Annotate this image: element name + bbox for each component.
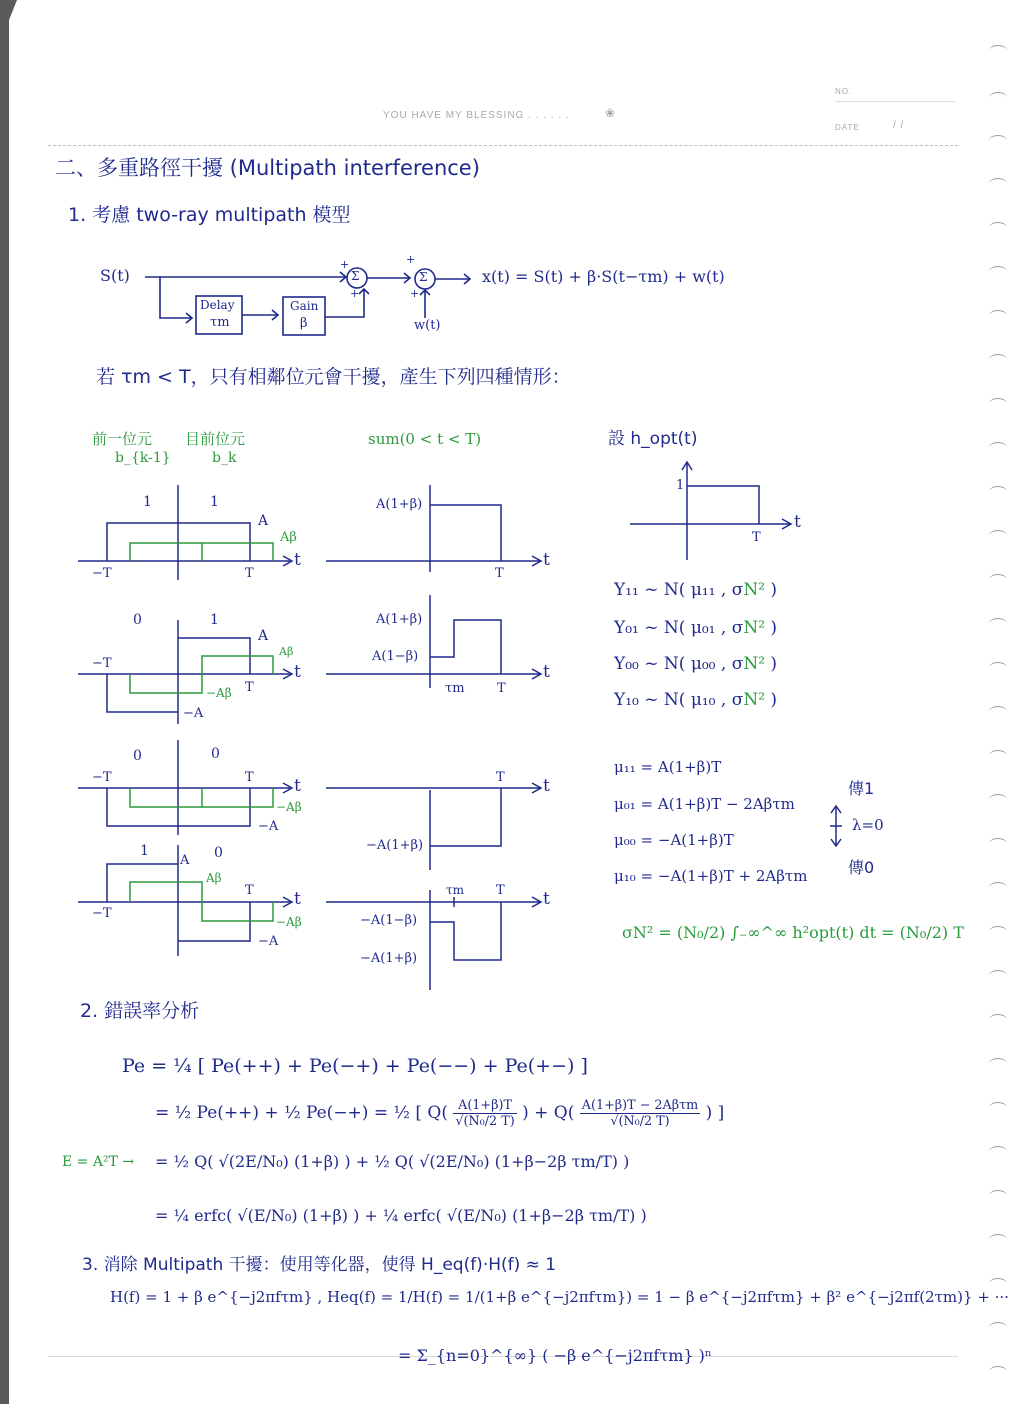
hopt-heading: 設 h_opt(t) — [608, 429, 698, 449]
date-label: DATE — [835, 123, 860, 132]
subsection-1-title: 1. 考慮 two-ray multipath 模型 — [68, 204, 351, 226]
bit-value: 1 — [210, 612, 219, 628]
time-tick: T — [496, 770, 505, 785]
sum-heading: sum(0 < t < T) — [368, 430, 482, 448]
hopt-x-tick: T — [752, 530, 761, 545]
amplitude-label: A — [258, 513, 269, 529]
curr-bit-symbol: b_k — [212, 450, 237, 466]
amplitude-label: −Aβ — [276, 915, 302, 929]
amplitude-label: −Aβ — [206, 686, 232, 700]
time-tick: T — [497, 681, 506, 696]
distribution-item: Y₀₁ ~ N( μ₀₁ , σN² ) — [614, 618, 778, 638]
bit-value: 0 — [214, 845, 223, 861]
time-tick: T — [245, 770, 254, 785]
sum-level-label: A(1+β) — [376, 497, 423, 512]
energy-note: E = A²T → — [62, 1154, 135, 1170]
gain-box-value: β — [300, 316, 308, 331]
axis-label: t — [543, 889, 550, 909]
delay-box-label: Delay — [200, 298, 235, 312]
time-tick: −T — [92, 656, 112, 671]
axis-label: t — [543, 776, 550, 796]
noise-label: w(t) — [414, 318, 441, 333]
mean-item: μ₁₁ = A(1+β)T — [614, 758, 722, 776]
amplitude-label: Aβ — [279, 645, 294, 658]
axis-label: t — [543, 550, 550, 570]
time-tick: T — [245, 883, 254, 898]
paw-icon: ❀ — [605, 106, 617, 120]
summer-2-icon: Σ — [419, 270, 428, 284]
time-tick: τm — [446, 883, 465, 897]
time-tick: T — [495, 566, 504, 581]
bit-value: 1 — [210, 494, 219, 510]
bit-value: 1 — [143, 494, 152, 510]
mean-item: μ₁₀ = −A(1+β)T + 2Aβτm — [614, 867, 808, 885]
subsection-3-title: 3. 消除 Multipath 干擾：使用等化器，使得 H_eq(f)·H(f) ≈ 1 — [82, 1255, 557, 1275]
axis-label: t — [294, 889, 301, 909]
distribution-item: Y₁₁ ~ N( μ₁₁ , σN² ) — [614, 580, 778, 600]
no-label: NO. — [835, 87, 853, 96]
time-tick: −T — [92, 906, 112, 921]
summer-1-icon: Σ — [351, 269, 360, 283]
date-value: / / — [893, 120, 905, 131]
sum-level-label: A(1−β) — [372, 649, 419, 664]
amplitude-label: Aβ — [206, 871, 222, 885]
error-line-4: = ¼ erfc( √(E/N₀) (1+β) ) + ¼ erfc( √(E/N₀) (1+β−2β τm/T) ) — [155, 1206, 647, 1225]
header-slogan: YOU HAVE MY BLESSING . . . . . . — [383, 110, 570, 121]
amplitude-label: −A — [183, 706, 204, 721]
delay-box-value: τm — [210, 315, 230, 330]
time-tick: T — [496, 883, 505, 898]
threshold-top: 傳1 — [848, 779, 875, 798]
time-tick: T — [245, 566, 254, 581]
condition-text: 若 τm < T，只有相鄰位元會干擾，產生下列四種情形： — [96, 366, 571, 388]
error-line-1: Pe = ¼ [ Pe(++) + Pe(−+) + Pe(−−) + Pe(+−) ] — [122, 1055, 588, 1077]
threshold-mid: λ=0 — [852, 816, 884, 834]
bit-value: 0 — [211, 746, 220, 762]
hopt-axis-label: t — [794, 512, 801, 532]
amplitude-label: −A — [258, 934, 279, 949]
plus-sign: + — [406, 253, 416, 266]
amplitude-label: A — [180, 853, 190, 868]
axis-label: t — [543, 662, 550, 682]
amplitude-label: A — [258, 628, 269, 644]
amplitude-label: −A — [258, 819, 279, 834]
time-tick: −T — [92, 566, 112, 581]
plus-sign: + — [410, 287, 420, 300]
variance-equation: σN² = (N₀/2) ∫₋∞^∞ h²opt(t) dt = (N₀/2) T — [622, 923, 964, 942]
amplitude-label: Aβ — [280, 530, 297, 545]
axis-label: t — [294, 550, 301, 570]
time-tick: −T — [92, 770, 112, 785]
amplitude-label: −Aβ — [276, 800, 302, 814]
bit-value: 1 — [140, 843, 149, 859]
mean-item: μ₀₀ = −A(1+β)T — [614, 831, 734, 849]
distribution-item: Y₀₀ ~ N( μ₀₀ , σN² ) — [614, 654, 778, 674]
sum-level-label: −A(1−β) — [360, 913, 418, 928]
axis-label: t — [294, 776, 301, 796]
bit-value: 0 — [133, 748, 142, 764]
gain-box-label: Gain — [290, 299, 319, 313]
prev-bit-symbol: b_{k-1} — [115, 450, 171, 466]
input-signal-label: S(t) — [100, 266, 130, 285]
section-title: 二、多重路徑干擾 (Multipath interference) — [55, 156, 480, 180]
plus-sign: + — [350, 287, 360, 300]
curr-bit-heading: 目前位元 — [185, 430, 246, 448]
time-tick: T — [245, 680, 254, 695]
axis-label: t — [294, 662, 301, 682]
mean-item: μ₀₁ = A(1+β)T − 2Aβτm — [614, 795, 795, 813]
output-equation: x(t) = S(t) + β·S(t−τm) + w(t) — [482, 267, 725, 286]
time-tick: τm — [445, 681, 465, 696]
sum-level-label: A(1+β) — [376, 612, 423, 627]
equalizer-line-2: = Σ_{n=0}^{∞} ( −β e^{−j2πfτm} )ⁿ — [398, 1346, 712, 1365]
hopt-y-tick: 1 — [676, 478, 685, 493]
error-line-2: = ½ Pe(++) + ½ Pe(−+) = ½ [ Q( $\frac{A(1+\beta)T}{\text{√(N₀/2 T)}}$ ) + Q( $\frac{\text{A(1+β)T − 2Aβτm}}{\text{√(N₀/2 T)}}$ ) ] — [155, 1098, 725, 1129]
error-line-3: = ½ Q( √(2E/N₀) (1+β) ) + ½ Q( √(2E/N₀) (1+β−2β τm/T) ) — [155, 1152, 630, 1171]
prev-bit-heading: 前一位元 — [92, 430, 153, 448]
distribution-item: Y₁₀ ~ N( μ₁₀ , σN² ) — [614, 690, 778, 710]
equalizer-line-1: H(f) = 1 + β e^{−j2πfτm} , Heq(f) = 1/H(f) = 1/(1+β e^{−j2πfτm}) = 1 − β e^{−j2πfτm} + β² e^{−j2πf(2τm)} + ··· — [110, 1288, 1009, 1306]
plus-sign: + — [340, 258, 350, 271]
threshold-bottom: 傳0 — [848, 858, 875, 877]
bit-value: 0 — [133, 612, 142, 628]
subsection-2-title: 2. 錯誤率分析 — [80, 1000, 200, 1022]
sum-level-label: −A(1+β) — [360, 951, 418, 966]
sum-level-label: −A(1+β) — [366, 838, 424, 853]
